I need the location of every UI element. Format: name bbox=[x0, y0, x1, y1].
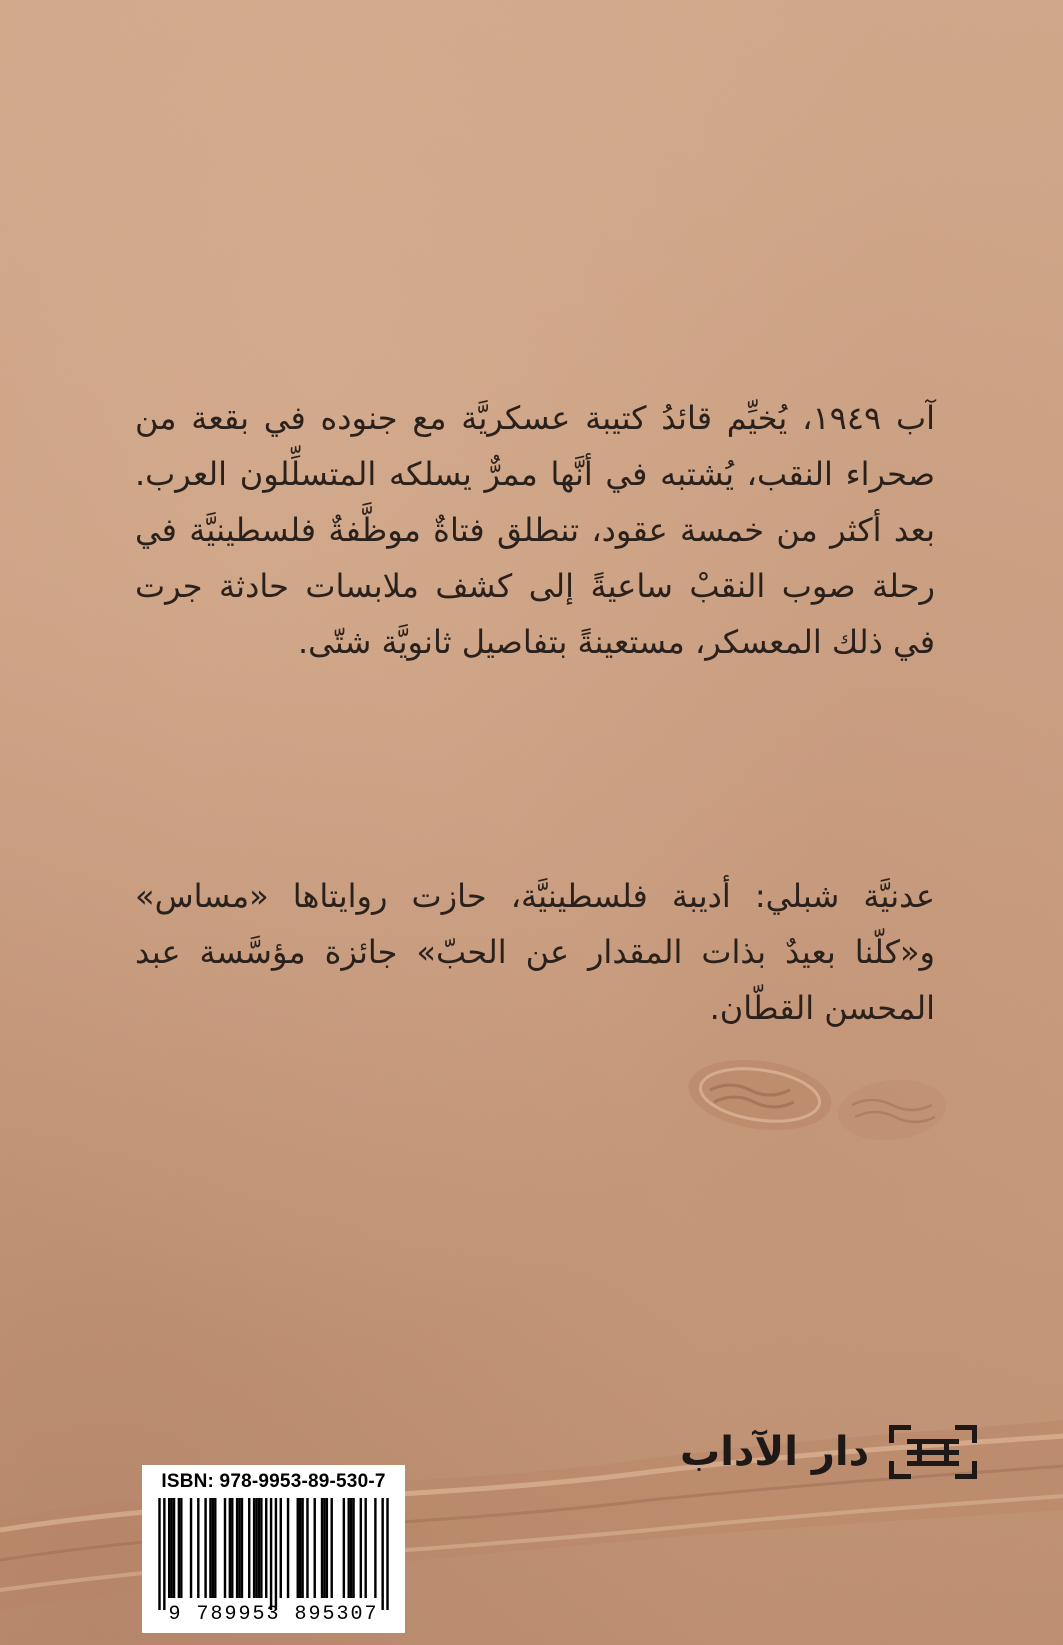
barcode-bar bbox=[209, 1498, 211, 1598]
barcode-bar bbox=[321, 1498, 323, 1598]
barcode-bar bbox=[343, 1498, 345, 1598]
barcode-bar bbox=[381, 1498, 383, 1610]
barcode-bar bbox=[275, 1498, 277, 1610]
barcode-bar bbox=[170, 1498, 172, 1598]
barcode-bar bbox=[360, 1498, 362, 1598]
barcode-bar bbox=[386, 1498, 388, 1610]
barcode-bar bbox=[241, 1498, 243, 1598]
barcode-bar bbox=[238, 1498, 240, 1598]
publisher-mark bbox=[680, 1417, 1000, 1487]
barcode-bar bbox=[331, 1498, 333, 1598]
barcode-bar bbox=[163, 1498, 165, 1610]
barcode-bar bbox=[352, 1498, 354, 1598]
isbn-barcode bbox=[142, 1465, 405, 1633]
barcode-bar bbox=[253, 1498, 255, 1598]
barcode-bar bbox=[314, 1498, 316, 1598]
barcode-bar bbox=[231, 1498, 233, 1598]
barcode-bar bbox=[229, 1498, 231, 1598]
barcode-bar bbox=[374, 1498, 376, 1598]
barcode-bar bbox=[212, 1498, 214, 1598]
barcode-bar bbox=[260, 1498, 262, 1598]
barcode-bar bbox=[204, 1498, 206, 1598]
barcode-bar bbox=[236, 1498, 238, 1598]
isbn-label: ISBN: 978-9953-89-530-7 bbox=[161, 1471, 386, 1492]
publisher-name: دار الآداب bbox=[680, 1429, 870, 1475]
barcode-bar bbox=[255, 1498, 257, 1598]
barcode-bar bbox=[168, 1498, 170, 1598]
barcode-bar bbox=[270, 1498, 272, 1610]
barcode-bar bbox=[173, 1498, 175, 1598]
barcode-bar bbox=[224, 1498, 226, 1598]
barcode-bar bbox=[280, 1498, 282, 1598]
barcode-bar bbox=[323, 1498, 325, 1598]
barcode-bar bbox=[214, 1498, 216, 1598]
barcode-bar bbox=[297, 1498, 299, 1598]
footprint-icon bbox=[680, 1050, 980, 1170]
barcode-bar bbox=[326, 1498, 328, 1598]
barcode-bar bbox=[158, 1498, 160, 1610]
barcode-bar bbox=[265, 1498, 267, 1598]
barcode-bar bbox=[287, 1498, 289, 1598]
author-bio-paragraph: عدنيَّة شبلي: أديبة فلسطينيَّة، حازت روايتاها «مساس» و«كلّنا بعيدٌ بذات المقدار عن الحبّ» جائزة مؤسَّسة عبد المحسن القطّان. bbox=[135, 877, 935, 1027]
barcode-bars bbox=[151, 1498, 396, 1610]
barcode-digits: 9 789953 895307 bbox=[168, 1603, 379, 1626]
barcode-bar bbox=[364, 1498, 366, 1598]
barcode-bar bbox=[258, 1498, 260, 1598]
barcode-bar bbox=[301, 1498, 303, 1598]
barcode-bar bbox=[197, 1498, 199, 1598]
dar-al-adab-logo-icon bbox=[887, 1423, 979, 1481]
barcode-bar bbox=[248, 1498, 250, 1598]
barcode-bar bbox=[347, 1498, 349, 1598]
barcode-bar bbox=[178, 1498, 180, 1598]
barcode-bar bbox=[350, 1498, 352, 1598]
synopsis-paragraph: آب ١٩٤٩، يُخيِّم قائدُ كتيبة عسكريَّة مع جنوده في بقعة من صحراء النقب، يُشتبه في أنَّها ممرٌّ يسلكه المتسلِّلون العرب. بعد أكثر من خمسة عقود، تنطلق فتاةٌ موظَّفةٌ فلسطينيَّة في رحلة صوب النقبْ ساعيةً إلى كشف ملابسات حادثة جرت في ذلك المعسكر، مستعينةً بتفاصيل ثانويَّة شتّى. bbox=[135, 399, 936, 661]
barcode-bar bbox=[190, 1498, 192, 1598]
barcode-bar bbox=[299, 1498, 301, 1598]
barcode-bar bbox=[180, 1498, 182, 1598]
barcode-bar bbox=[306, 1498, 308, 1598]
